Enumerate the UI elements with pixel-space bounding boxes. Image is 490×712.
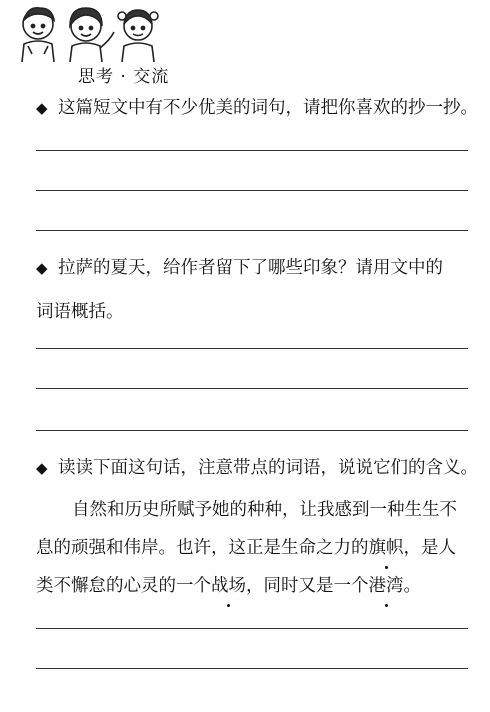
passage-line-2: 息的顽强和伟岸。也许，这正是生命之力的旗帜，是人 bbox=[36, 530, 456, 566]
answer-line[interactable] bbox=[36, 348, 468, 349]
passage-line-1: 自然和历史所赋予她的种种，让我感到一种生生不 bbox=[72, 500, 457, 520]
question-2 bbox=[36, 252, 470, 284]
answer-line[interactable] bbox=[36, 628, 468, 629]
answer-line[interactable] bbox=[36, 150, 468, 151]
answer-line[interactable] bbox=[36, 388, 468, 389]
answer-line[interactable] bbox=[36, 430, 468, 431]
dotted-word-flag: 旗帜 bbox=[369, 530, 404, 566]
three-children-icon bbox=[14, 2, 164, 62]
question-3-text: 读读下面这句话，注意带点的词语，说说它们的含义。 bbox=[58, 458, 478, 478]
answer-line[interactable] bbox=[36, 190, 468, 191]
question-3 bbox=[36, 452, 478, 484]
section-title: 思考 · 交流 bbox=[78, 67, 170, 87]
diamond-bullet-icon: ◆ bbox=[36, 459, 48, 477]
answer-line[interactable] bbox=[36, 668, 468, 669]
answer-line[interactable] bbox=[36, 230, 468, 231]
dotted-word-battlefield: 战场 bbox=[211, 568, 246, 604]
question-1-text: 这篇短文中有不少优美的词句，请把你喜欢的抄一抄。 bbox=[58, 98, 478, 118]
diamond-bullet-icon: ◆ bbox=[36, 259, 48, 277]
question-2-continuation: 词语概括。 bbox=[36, 302, 124, 322]
diamond-bullet-icon: ◆ bbox=[36, 99, 48, 117]
question-2-text: 拉萨的夏天，给作者留下了哪些印象？请用文中的 bbox=[58, 258, 443, 278]
passage-line-3: 类不懈怠的心灵的一个战场，同时又是一个港湾。 bbox=[36, 568, 421, 604]
section-header bbox=[14, 2, 214, 87]
dotted-word-harbor: 港湾 bbox=[369, 568, 404, 604]
question-1 bbox=[36, 92, 478, 124]
